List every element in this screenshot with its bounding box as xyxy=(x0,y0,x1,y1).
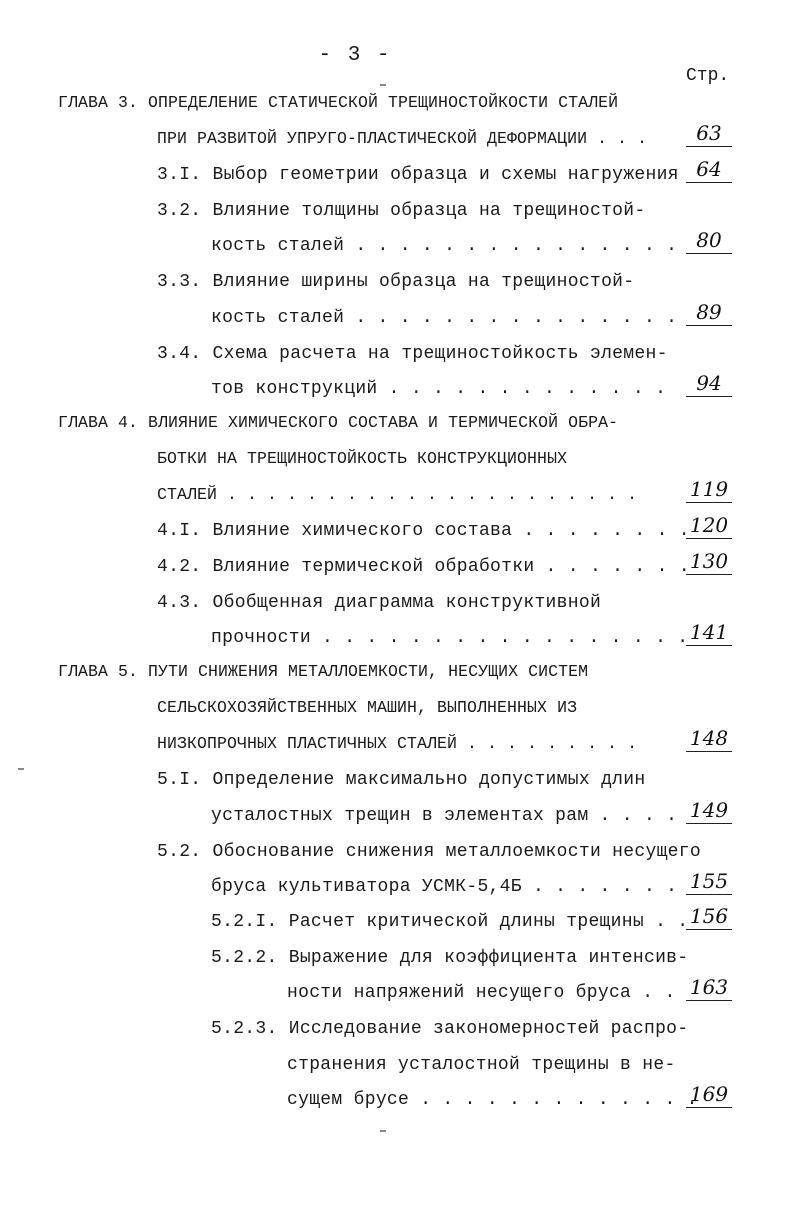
toc-entry-4-3-cont: прочности . . . . . . . . . . . . . . . . . xyxy=(211,628,689,648)
page-number: - 3 - xyxy=(318,44,392,67)
toc-entry-chapter-4-title-cont: БОТКИ НА ТРЕЩИНОСТОЙКОСТЬ КОНСТРУКЦИОННЫХ xyxy=(157,449,568,468)
toc-page-ref: 155 xyxy=(686,868,732,895)
toc-page-ref: 156 xyxy=(686,903,732,930)
page-column-header: Стр. xyxy=(686,66,730,86)
toc-page-ref: 64 xyxy=(686,156,732,183)
toc-page-ref: 149 xyxy=(686,797,732,824)
toc-entry-chapter-3-title: ГЛАВА 3. ОПРЕДЕЛЕНИЕ СТАТИЧЕСКОЙ ТРЕЩИНОСТОЙКОСТИ СТАЛЕЙ xyxy=(58,93,619,112)
scan-mark xyxy=(18,768,24,770)
toc-page-ref: 120 xyxy=(686,512,732,539)
toc-entry-5-1-cont: усталостных трещин в элементах рам . . . . xyxy=(211,806,678,826)
toc-entry-chapter-5-title-cont: СЕЛЬСКОХОЗЯЙСТВЕННЫХ МАШИН, ВЫПОЛНЕННЫХ ИЗ xyxy=(157,698,578,717)
toc-entry-3-1: 3.I. Выбор геометрии образца и схемы нагружения xyxy=(157,165,679,185)
toc-entry-3-2: 3.2. Влияние толщины образца на трещиностой- xyxy=(157,201,646,221)
toc-entry-5-2-cont: бруса культиватора УСМК-5,4Б . . . . . . . xyxy=(211,877,678,897)
scan-mark xyxy=(380,84,386,86)
toc-entry-4-1: 4.I. Влияние химического состава . . . . . . . . xyxy=(157,521,690,541)
toc-page-ref: 89 xyxy=(686,299,732,326)
toc-entry-chapter-3-title-cont: ПРИ РАЗВИТОЙ УПРУГО-ПЛАСТИЧЕСКОЙ ДЕФОРМАЦИИ . . . xyxy=(157,129,648,148)
toc-page-ref: 130 xyxy=(686,548,732,575)
toc-page-ref: 163 xyxy=(686,974,732,1001)
toc-entry-3-3: 3.3. Влияние ширины образца на трещиностой- xyxy=(157,272,635,292)
toc-page-ref: 148 xyxy=(686,725,732,752)
toc-entry-4-3: 4.3. Обобщенная диаграмма конструктивной xyxy=(157,593,602,613)
toc-page-ref: 141 xyxy=(686,619,732,646)
toc-entry-5-2-3-end: сущем брусе . . . . . . . . . . . . . xyxy=(287,1090,698,1110)
toc-page-ref: 94 xyxy=(686,370,732,397)
toc-entry-3-4-cont: тов конструкций . . . . . . . . . . . . . xyxy=(211,379,667,399)
toc-entry-5-2: 5.2. Обоснование снижения металлоемкости несущего xyxy=(157,842,701,862)
toc-entry-5-2-1: 5.2.I. Расчет критической длины трещины . . xyxy=(211,912,689,932)
toc-entry-5-2-2-cont: ности напряжений несущего бруса . . xyxy=(287,983,676,1003)
toc-entry-3-4: 3.4. Схема расчета на трещиностойкость элемен- xyxy=(157,344,668,364)
toc-page-ref: 119 xyxy=(686,476,732,503)
toc-entry-chapter-5-title-end: НИЗКОПРОЧНЫХ ПЛАСТИЧНЫХ СТАЛЕЙ . . . . . . . . . xyxy=(157,734,638,753)
toc-entry-chapter-5-title: ГЛАВА 5. ПУТИ СНИЖЕНИЯ МЕТАЛЛОЕМКОСТИ, НЕСУЩИХ СИСТЕМ xyxy=(58,662,589,681)
toc-page-ref: 169 xyxy=(686,1081,732,1108)
toc-entry-5-2-2: 5.2.2. Выражение для коэффициента интенсив- xyxy=(211,948,689,968)
toc-page-ref: 63 xyxy=(686,120,732,147)
toc-entry-4-2: 4.2. Влияние термической обработки . . . . . . . xyxy=(157,557,690,577)
toc-page-ref: 80 xyxy=(686,227,732,254)
toc-entry-5-2-3-cont: странения усталостной трещины в не- xyxy=(287,1055,676,1075)
toc-entry-chapter-4-title-end: СТАЛЕЙ . . . . . . . . . . . . . . . . . . . . . xyxy=(157,485,638,504)
toc-entry-5-1: 5.I. Определение максимально допустимых длин xyxy=(157,770,646,790)
toc-entry-3-3-cont: кость сталей . . . . . . . . . . . . . . . xyxy=(211,308,678,328)
toc-entry-5-2-3: 5.2.3. Исследование закономерностей распро- xyxy=(211,1019,689,1039)
scan-mark xyxy=(380,1130,386,1132)
toc-entry-3-2-cont: кость сталей . . . . . . . . . . . . . . . xyxy=(211,236,678,256)
toc-entry-chapter-4-title: ГЛАВА 4. ВЛИЯНИЕ ХИМИЧЕСКОГО СОСТАВА И ТЕРМИЧЕСКОЙ ОБРА- xyxy=(58,413,619,432)
